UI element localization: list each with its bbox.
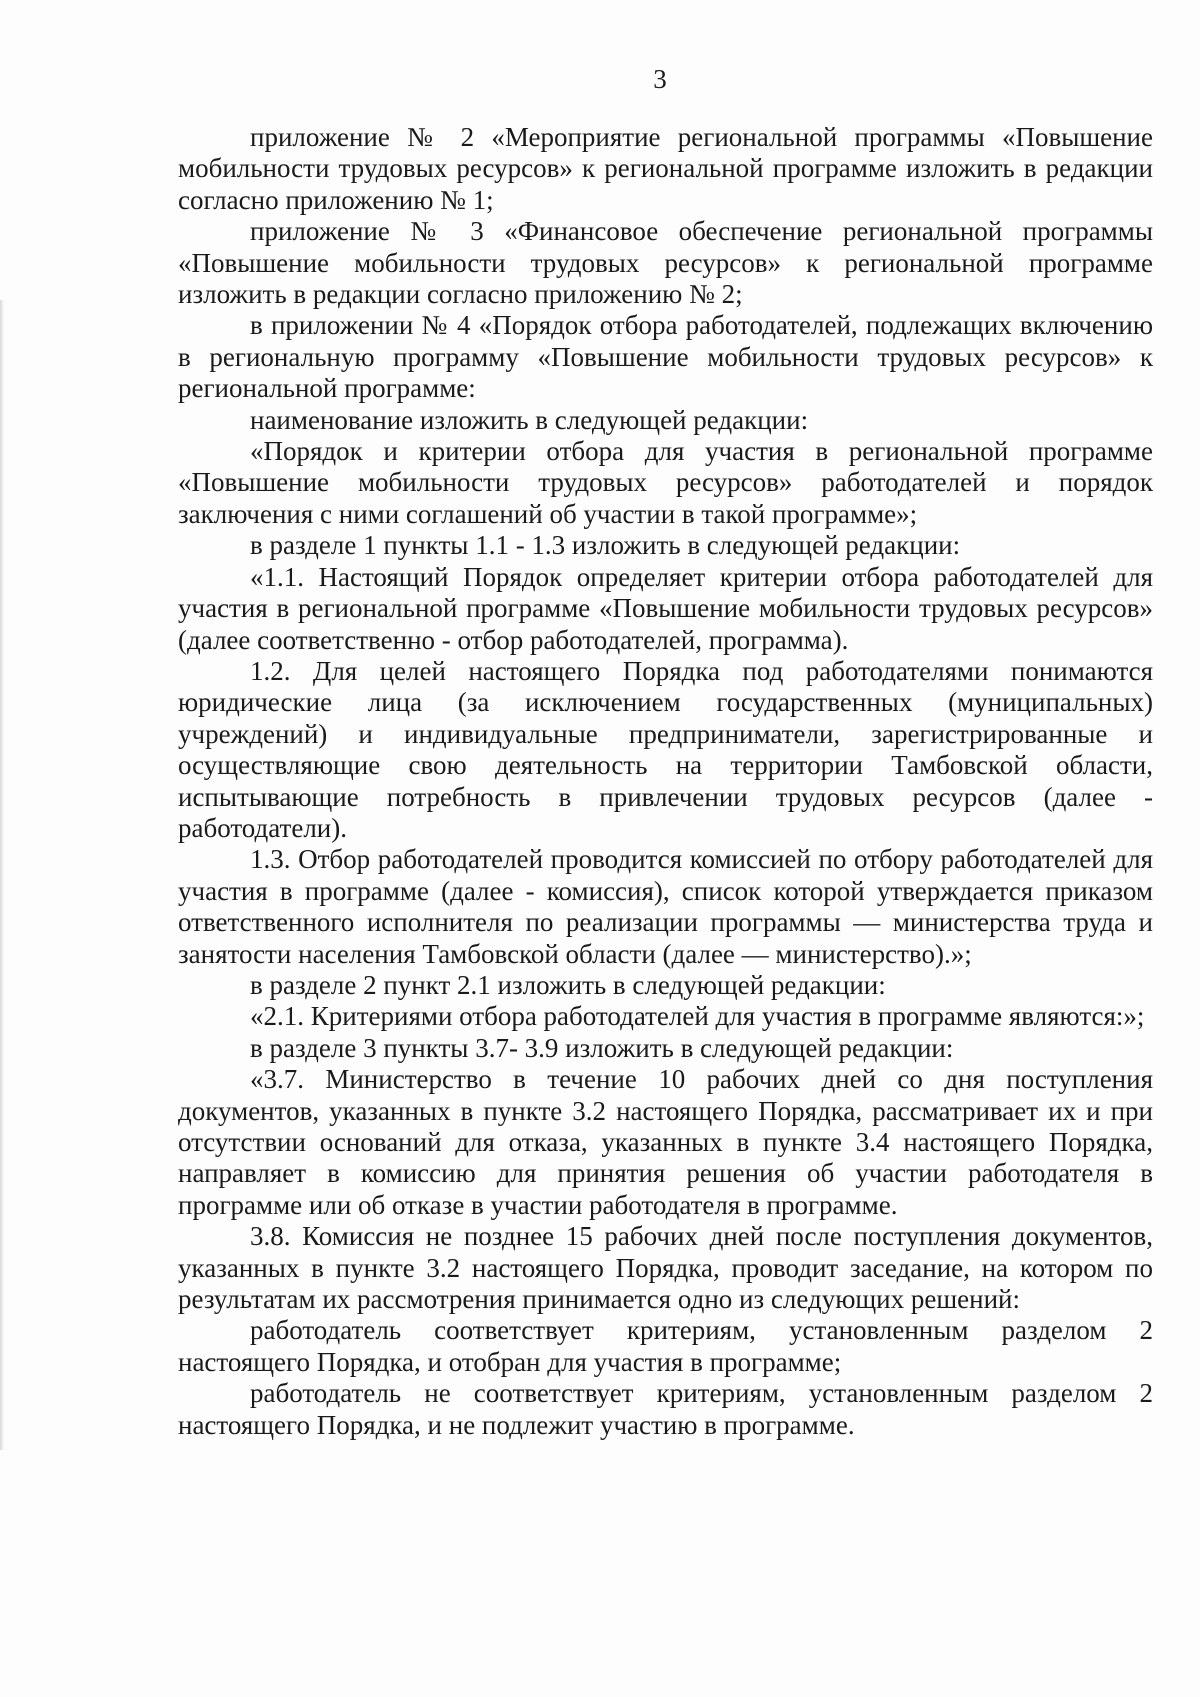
paragraph-clause-1-3: 1.3. Отбор работодателей проводится комиссией по отбору работодателей для участия в программе (далее - комиссия), список которой утверждается приказом ответственного исполнителя по реализации программы — министерства труда и занятости населения Тамбовской области (далее — министерство).»; (178, 844, 1153, 969)
paragraph-clause-2-1: «2.1. Критериями отбора работодателей для участия в программе являются:»; (250, 1001, 1145, 1032)
page-number: 3 (653, 64, 667, 94)
paragraph-section-3-intro: в разделе 3 пункты 3.7- 3.9 изложить в следующей редакции: (250, 1032, 954, 1063)
paragraph-title-change: наименование изложить в следующей редакции: (250, 404, 809, 435)
paragraph-appendix-2: приложение № 2 «Мероприятие региональной программы «Повышение мобильности трудовых ресурсов» к региональной программе изложить в редакции согласно приложению № 1; (178, 122, 1153, 215)
paragraph-decision-rejected: работодатель не соответствует критериям, установленным разделом 2 настоящего Порядка, и не подлежит участию в программе. (178, 1378, 1153, 1440)
document-body (178, 122, 1153, 1441)
paragraph-section-1-intro: в разделе 1 пункты 1.1 - 1.3 изложить в следующей редакции: (250, 530, 961, 561)
paragraph-clause-3-7: «3.7. Министерство в течение 10 рабочих дней со дня поступления документов, указанных в пункте 3.2 настоящего Порядка, рассматривает их и при отсутствии оснований для отказа, указанных в пункте 3.4 настоящего Порядка, направляет в комиссию для принятия решения об участии работодателя в программе или об отказе в участии работодателя в программе. (178, 1064, 1153, 1220)
paragraph-clause-3-8: 3.8. Комиссия не позднее 15 рабочих дней после поступления документов, указанных в пункте 3.2 настоящего Порядка, проводит заседание, на котором по результатам их рассмотрения принимается одно из следующих решений: (178, 1221, 1153, 1315)
paragraph-section-2-intro: в разделе 2 пункт 2.1 изложить в следующей редакции: (250, 969, 886, 1000)
paragraph-appendix-3: приложение № 3 «Финансовое обеспечение региональной программы «Повышение мобильности трудовых ресурсов» к региональной программе изложить в редакции согласно приложению № 2; (178, 216, 1153, 310)
paragraph-clause-1-2: 1.2. Для целей настоящего Порядка под работодателями понимаются юридические лица (за исключением государственных (муниципальных) учреждений) и индивидуальные предприниматели, зарегистрированные и осуществляющие свою деятельность на территории Тамбовской области, испытывающие потребность в привлечении трудовых ресурсов (далее - работодатели). (178, 655, 1153, 843)
paragraph-decision-accepted: работодатель соответствует критериям, установленным разделом 2 настоящего Порядка, и отобран для участия в программе; (178, 1315, 1153, 1377)
paragraph-clause-1-1: «1.1. Настоящий Порядок определяет критерии отбора работодателей для участия в региональной программе «Повышение мобильности трудовых ресурсов» (далее соответственно - отбор работодателей, программа). (178, 561, 1153, 655)
paragraph-new-title: «Порядок и критерии отбора для участия в региональной программе «Повышение мобильности трудовых ресурсов» работодателей и порядок заключения с ними соглашений об участии в такой программе»; (178, 436, 1153, 529)
paragraph-appendix-4: в приложении № 4 «Порядок отбора работодателей, подлежащих включению в региональную программу «Повышение мобильности трудовых ресурсов» к региональной программе: (178, 310, 1153, 404)
scan-edge-shadow (0, 300, 4, 1450)
